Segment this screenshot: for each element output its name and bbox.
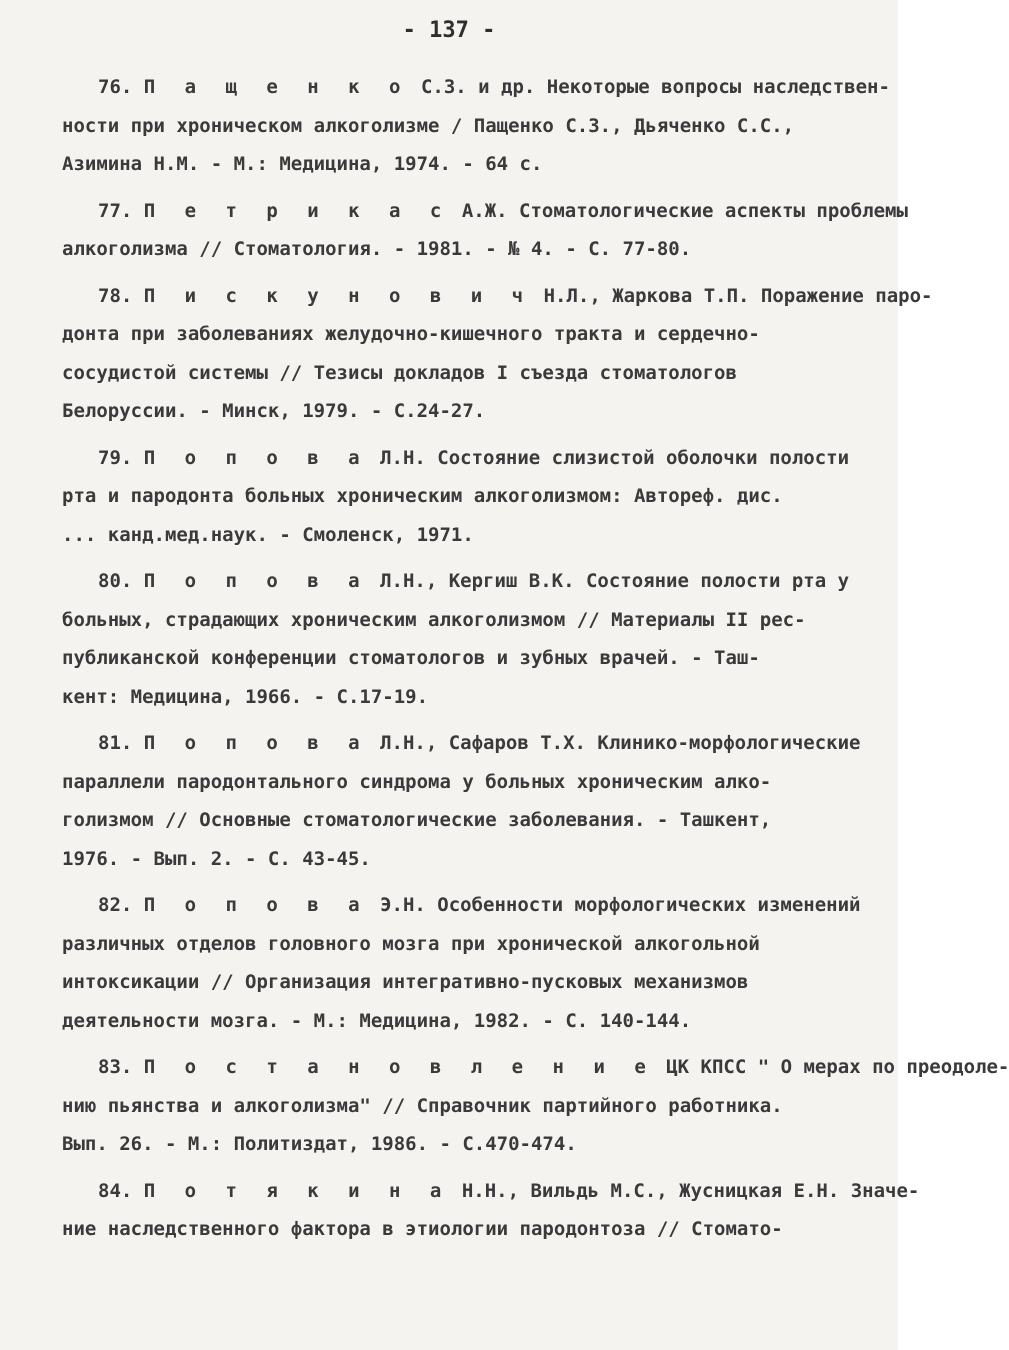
bibliography-entry xyxy=(62,439,850,555)
entry-text: Л.Н. Состояние слизистой оболочки полости xyxy=(368,446,850,469)
entry-author: П о т я к и н а xyxy=(143,1179,451,1202)
entry-author: П и с к у н о в и ч xyxy=(143,284,533,307)
bibliography-entry xyxy=(62,68,890,184)
entry-line: ности при хроническом алкоголизме / Пащенко С.З., Дьяченко С.С., xyxy=(62,114,795,137)
entry-line xyxy=(62,562,850,601)
entry-line xyxy=(62,192,908,231)
entry-line: ние наследственного фактора в этиологии пародонтоза // Стомато- xyxy=(62,1218,783,1240)
entry-number: 80. xyxy=(98,570,133,592)
entry-line: кент: Медицина, 1966. - С.17-19. xyxy=(62,685,429,708)
bibliography-entry xyxy=(62,1172,920,1249)
entry-number: 76. xyxy=(98,76,133,98)
bibliography-entry xyxy=(62,562,850,716)
bibliography-entry xyxy=(62,1048,1009,1164)
entry-author: П а щ е н к о xyxy=(143,76,410,98)
entry-number: 77. xyxy=(98,199,133,222)
entry-line: алкоголизма // Стоматология. - 1981. - № 4. - С. 77-80. xyxy=(62,238,692,260)
entry-author: П о п о в а xyxy=(143,446,369,469)
entry-line: больных, страдающих хроническим алкоголизмом // Материалы II рес- xyxy=(62,608,806,631)
entry-line: деятельности мозга. - М.: Медицина, 1982. - С. 140-144. xyxy=(62,1009,692,1032)
entry-line xyxy=(62,439,850,478)
entry-text: С.З. и др. Некоторые вопросы наследствен- xyxy=(409,76,890,98)
entry-author: П о п о в а xyxy=(143,732,369,754)
entry-line: голизмом // Основные стоматологические заболевания. - Ташкент, xyxy=(62,809,772,831)
entry-text: Л.Н., Сафаров Т.Х. Клинико-морфологические xyxy=(368,732,861,754)
entry-line: Вып. 26. - М.: Политиздат, 1986. - С.470-474. xyxy=(62,1133,577,1155)
bibliography-list xyxy=(62,68,1009,1257)
entry-author: П о п о в а xyxy=(143,570,369,592)
entry-line xyxy=(62,724,861,763)
entry-line: Азимина Н.М. - М.: Медицина, 1974. - 64 с. xyxy=(62,153,543,175)
entry-number: 84. xyxy=(98,1179,133,1202)
entry-line xyxy=(62,68,890,107)
entry-number: 81. xyxy=(98,732,133,754)
entry-line: донта при заболеваниях желудочно-кишечного тракта и сердечно- xyxy=(62,323,760,345)
entry-line xyxy=(62,1172,920,1211)
bibliography-entry xyxy=(62,886,861,1040)
entry-text: Н.Л., Жаркова Т.П. Поражение паро- xyxy=(532,284,933,307)
entry-number: 82. xyxy=(98,894,133,916)
entry-line: параллели пародонтального синдрома у больных хроническим алко- xyxy=(62,770,772,793)
entry-line xyxy=(62,277,933,316)
bibliography-entry xyxy=(62,724,861,878)
entry-line: публиканской конференции стоматологов и зубных врачей. - Таш- xyxy=(62,647,760,669)
entry-line: Белоруссии. - Минск, 1979. - С.24-27. xyxy=(62,400,486,422)
entry-line: интоксикации // Организация интегративно-пусковых механизмов xyxy=(62,971,749,993)
entry-line: рта и пародонта больных хроническим алкоголизмом: Автореф. дис. xyxy=(62,485,783,507)
bibliography-entry xyxy=(62,277,933,431)
entry-line: сосудистой системы // Тезисы докладов I съезда стоматологов xyxy=(62,361,737,384)
entry-number: 78. xyxy=(98,284,133,307)
entry-author: П о с т а н о в л е н и е xyxy=(143,1056,655,1078)
entry-text: А.Ж. Стоматологические аспекты проблемы xyxy=(450,199,908,222)
entry-line: нию пьянства и алкоголизма" // Справочник партийного работника. xyxy=(62,1094,783,1117)
page-number: - 137 - xyxy=(402,18,496,43)
entry-line xyxy=(62,886,861,925)
bibliography-entry xyxy=(62,192,908,269)
entry-number: 83. xyxy=(98,1056,133,1078)
entry-author: П о п о в а xyxy=(143,894,369,916)
entry-line xyxy=(62,1048,1009,1087)
entry-number: 79. xyxy=(98,446,133,469)
entry-text: Н.Н., Вильдь М.С., Жусницкая Е.Н. Значе- xyxy=(450,1179,920,1202)
entry-line: 1976. - Вып. 2. - С. 43-45. xyxy=(62,847,371,870)
entry-text: ЦК КПСС " О мерах по преодоле- xyxy=(654,1056,1009,1078)
entry-text: Л.Н., Кергиш В.К. Состояние полости рта у xyxy=(368,570,850,592)
entry-author: П е т р и к а с xyxy=(143,199,451,222)
entry-text: Э.Н. Особенности морфологических изменений xyxy=(368,894,861,916)
entry-line: ... канд.мед.наук. - Смоленск, 1971. xyxy=(62,523,474,546)
entry-line: различных отделов головного мозга при хронической алкогольной xyxy=(62,932,760,955)
